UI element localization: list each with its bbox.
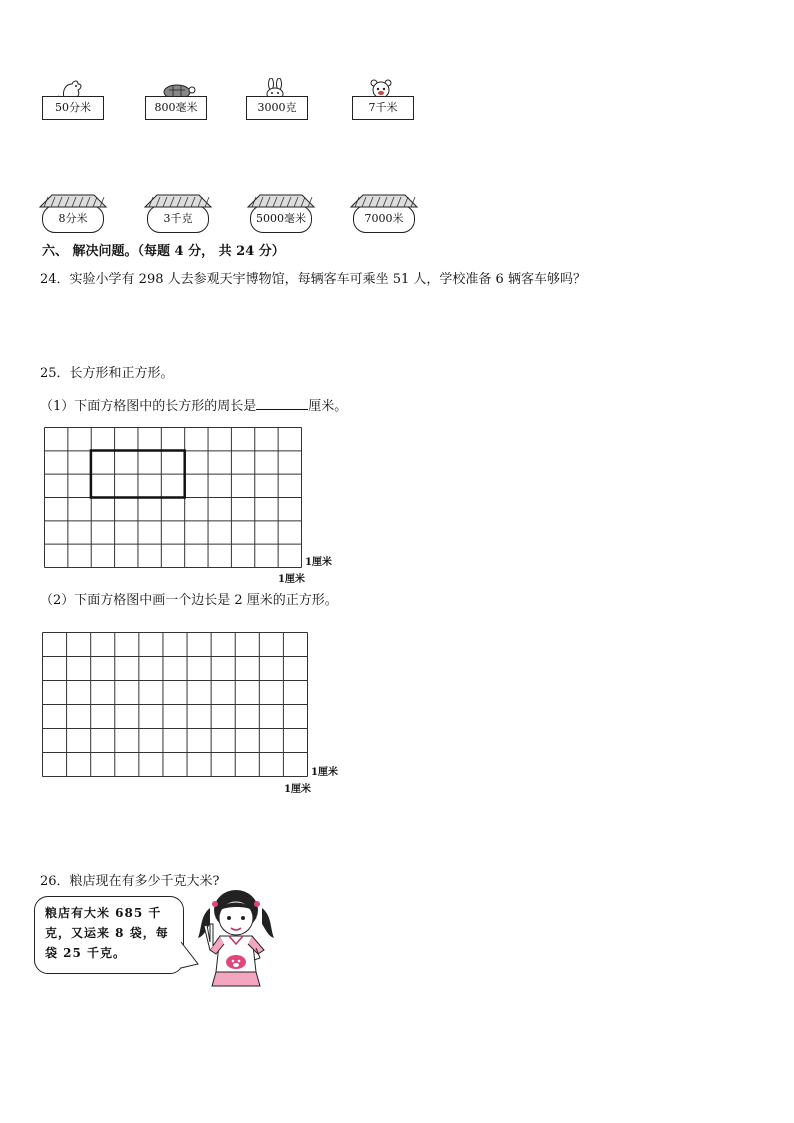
house-sign-label: 5000毫米 [250, 205, 312, 233]
question-25-title: 25．长方形和正方形。 [40, 366, 174, 381]
house-sign-label: 8分米 [42, 205, 104, 233]
question-25-part1 [40, 397, 347, 415]
question-26-title: 26．粮店现在有多少千克大米? [40, 874, 220, 889]
girl-illustration-icon [196, 886, 276, 1004]
animal-sign-label: 7千米 [352, 96, 414, 120]
grid-drawing[interactable] [42, 632, 308, 777]
grid2-unit-side: 1厘米 [311, 767, 338, 778]
animal-sign-label: 3000克 [246, 96, 308, 120]
house-sign[interactable] [246, 193, 316, 239]
part1-unit: 厘米。 [308, 399, 348, 414]
house-sign[interactable] [349, 193, 419, 239]
grid1-unit-side: 1厘米 [305, 557, 332, 568]
question-24: 24．实验小学有 298 人去参观天宇博物馆，每辆客车可乘坐 51 人，学校准备 6 辆客车够吗？ [40, 272, 586, 287]
house-sign[interactable] [143, 193, 213, 239]
part1-text: （1）下面方格图中的长方形的周长是 [40, 399, 257, 414]
animal-sign[interactable] [145, 78, 207, 124]
animal-sign[interactable] [352, 78, 414, 124]
house-sign-label: 3千克 [147, 205, 209, 233]
grid-rectangle [44, 427, 302, 568]
animal-sign-label: 800毫米 [145, 96, 207, 120]
house-sign[interactable] [38, 193, 108, 239]
animal-sign-label: 50分米 [42, 96, 104, 120]
bubble-text: 粮店有大米 685 千克，又运来 8 袋，每袋 25 千克。 [45, 906, 169, 960]
section-heading: 六、 解决问题。（每题 4 分， 共 24 分） [42, 244, 285, 259]
animal-sign[interactable] [246, 78, 308, 124]
house-sign-label: 7000米 [353, 205, 415, 233]
speech-bubble [34, 896, 184, 974]
question-25-part2: （2）下面方格图中画一个边长是 2 厘米的正方形。 [40, 593, 338, 608]
animal-sign[interactable] [42, 78, 104, 124]
answer-blank[interactable] [256, 397, 308, 410]
grid1-unit-bottom: 1厘米 [278, 574, 305, 585]
grid2-unit-bottom: 1厘米 [284, 784, 311, 795]
